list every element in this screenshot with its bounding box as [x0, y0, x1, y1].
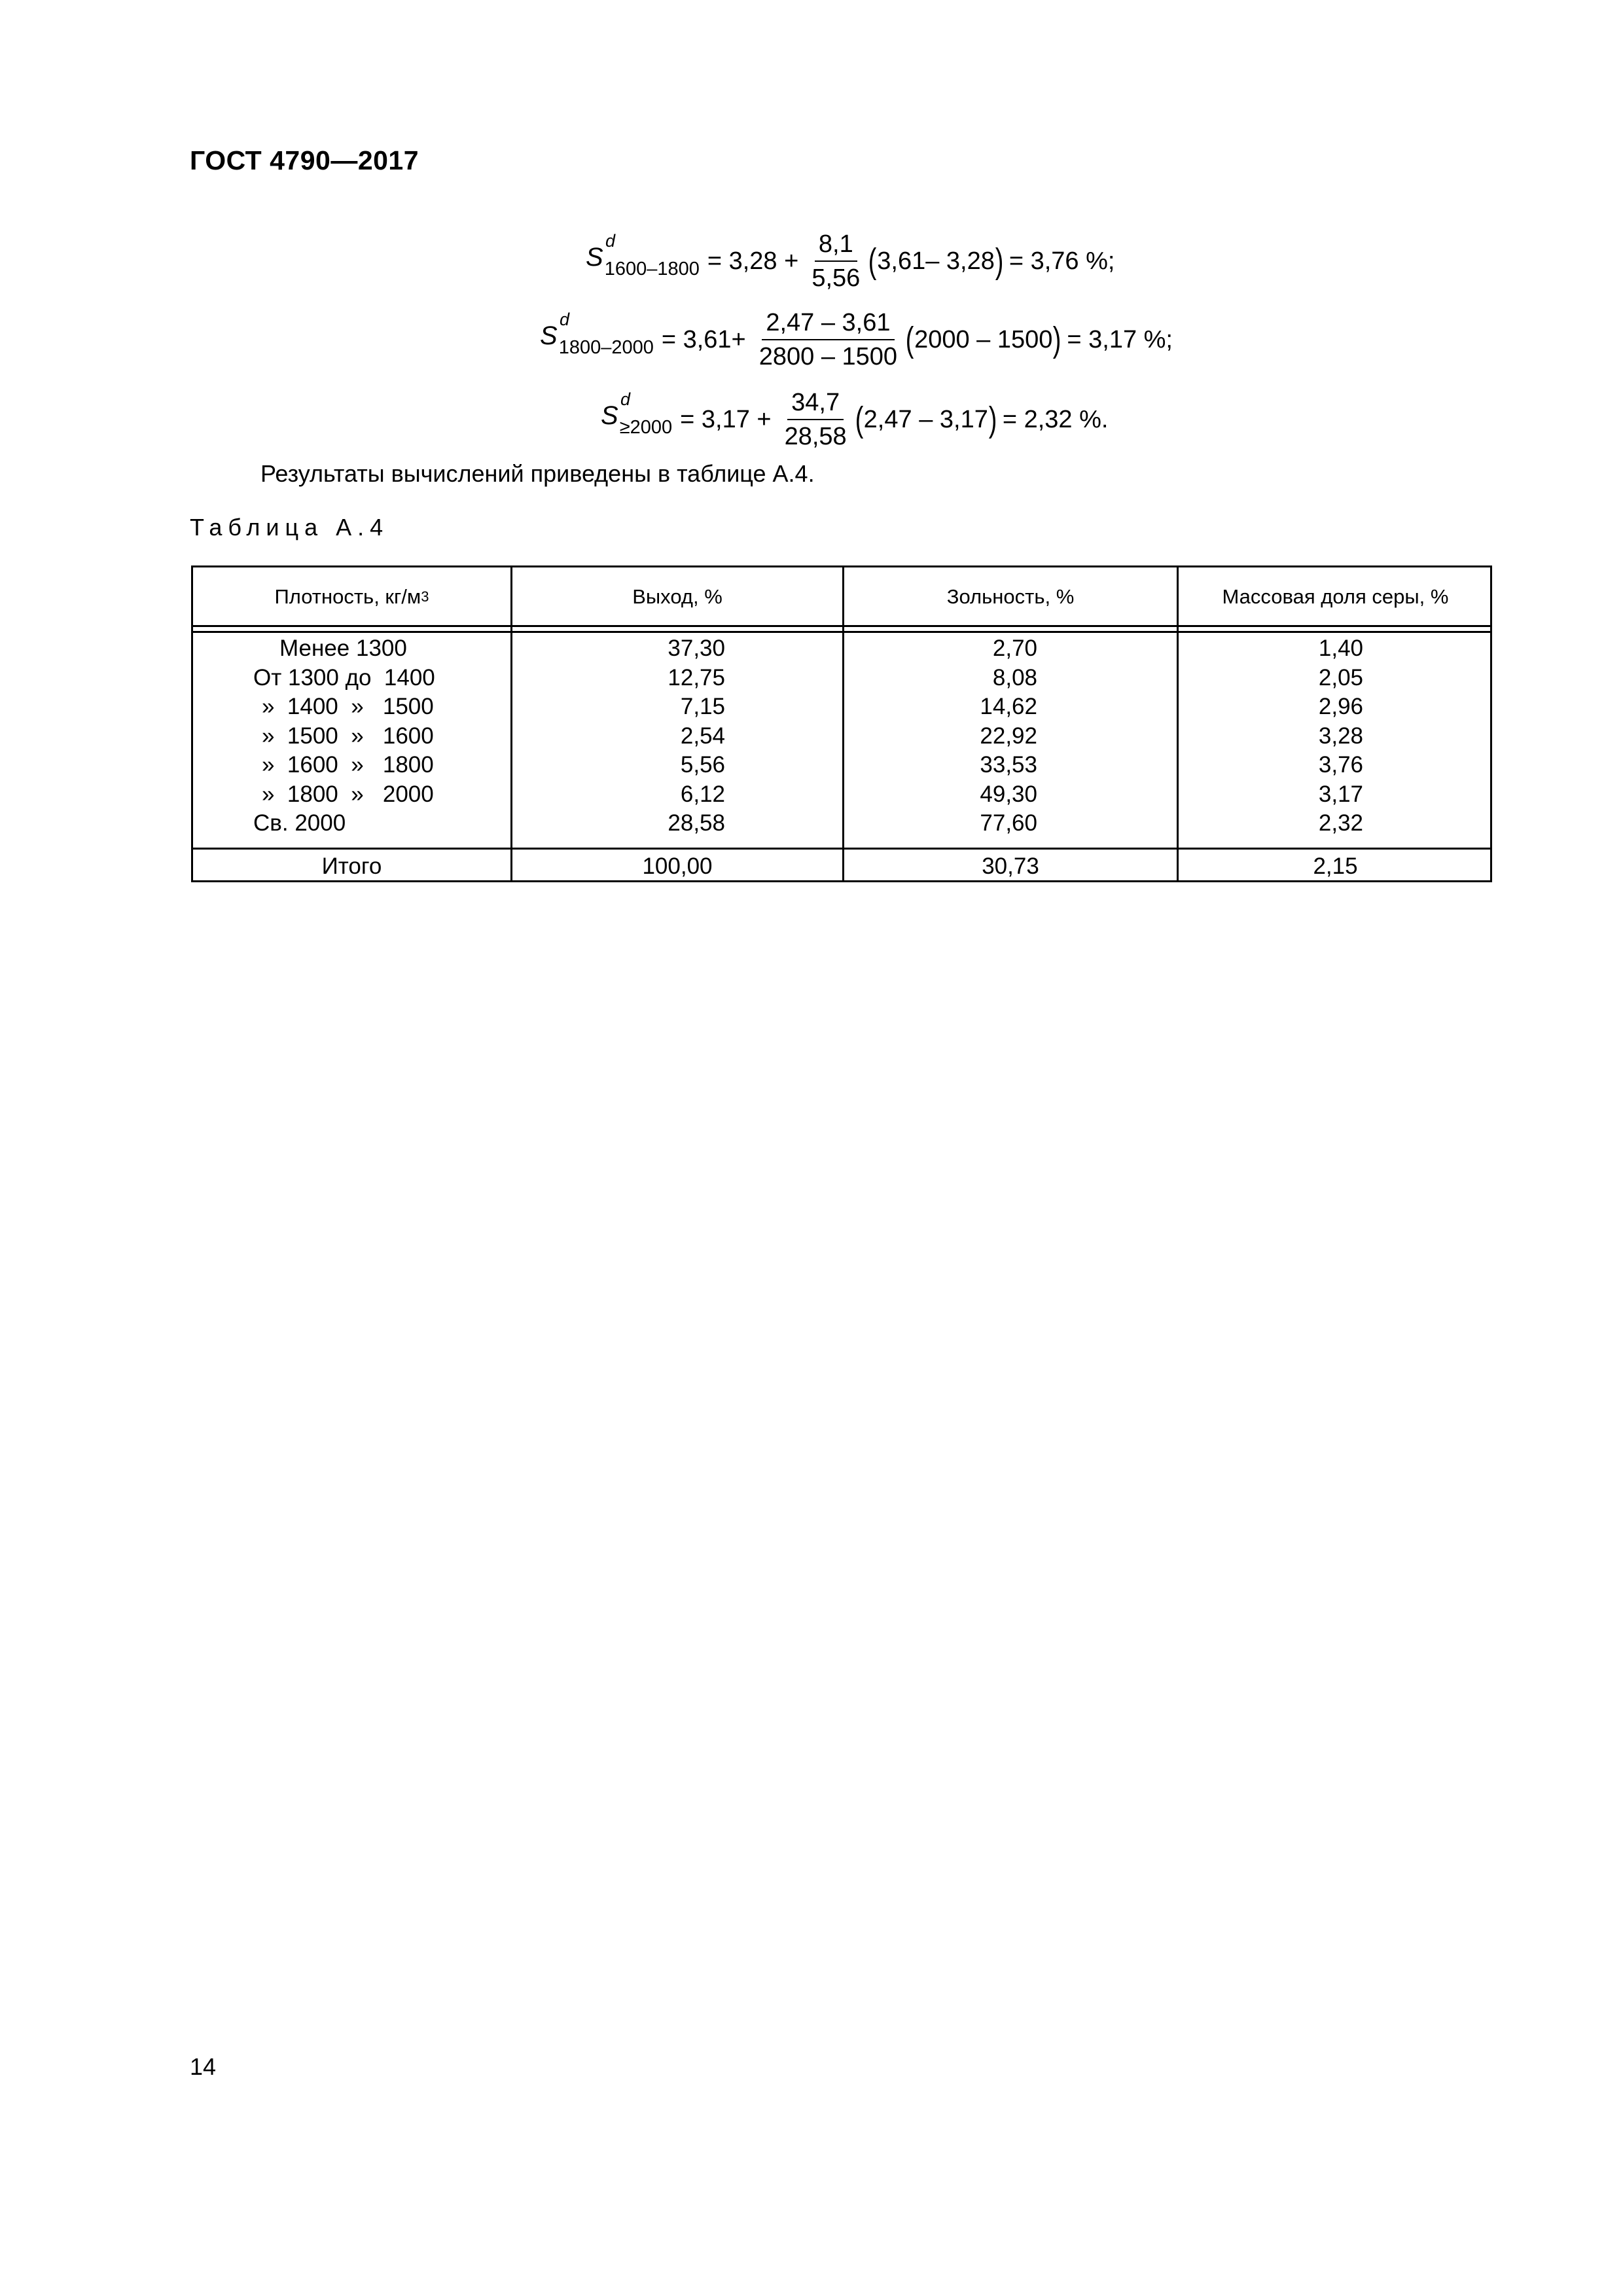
table-cell-ash: 49,30 — [980, 781, 1037, 807]
table-cell-density: » 1600 » 1800 — [262, 752, 434, 778]
formula-lead: = 3,61+ — [661, 325, 746, 353]
table-cell-yield: 37,30 — [668, 636, 725, 661]
table-cell-density: » 1500 » 1600 — [262, 723, 434, 749]
total-sulfur: 2,15 — [1313, 853, 1358, 879]
table-cell-ash: 2,70 — [992, 636, 1037, 661]
header-rule-double — [193, 631, 1490, 633]
formula-sulfur-1600-1800: S d 1600–1800 = 3,28 + $\frac{8,1}{5,56}$ ( 3,61– 3,28 ) = 3,76 %; — [586, 230, 1115, 292]
formula-result: = 3,17 %; — [1067, 325, 1173, 353]
formula-fraction: $\frac{2,47 - 3,61}{2800 - 1500}$ — [758, 309, 898, 370]
table-cell-density: Менее 1300 — [279, 636, 407, 661]
table-cell-yield: 6,12 — [680, 781, 725, 807]
formula-inner: 2000 – 1500 — [914, 325, 1053, 353]
table-cell-yield: 5,56 — [680, 752, 725, 778]
formula-lead: = 3,17 + — [680, 405, 772, 433]
header-sulfur: Массовая доля серы, % — [1222, 585, 1449, 608]
table-cell-ash: 33,53 — [980, 752, 1037, 778]
document-code: ГОСТ 4790—2017 — [190, 145, 419, 175]
table-cell-density: » 1400 » 1500 — [262, 694, 434, 719]
formula-symbol: S d 1800–2000 — [540, 309, 654, 358]
total-ash: 30,73 — [982, 853, 1039, 879]
header-yield: Выход, % — [632, 585, 722, 608]
column-sulfur — [1179, 634, 1363, 838]
header-density: Плотность, кг/м 3 — [274, 585, 429, 608]
formula-fraction: $\frac{34,7}{28,58}$ — [784, 389, 847, 450]
total-rule — [193, 848, 1490, 850]
table-cell-ash: 77,60 — [980, 810, 1037, 836]
table-cell-ash: 22,92 — [980, 723, 1037, 749]
header-ash: Зольность, % — [946, 585, 1075, 608]
table-cell-sulfur: 3,28 — [1318, 723, 1363, 749]
table-cell-yield: 2,54 — [680, 723, 725, 749]
column-density — [193, 634, 510, 838]
table-cell-density: » 1800 » 2000 — [262, 781, 434, 807]
formula-inner: 3,61– 3,28 — [877, 247, 995, 275]
table-cell-yield: 28,58 — [668, 810, 725, 836]
table-cell-yield: 12,75 — [668, 664, 725, 691]
formula-symbol: S d ≥2000 — [601, 389, 673, 438]
table-cell-sulfur: 2,32 — [1318, 810, 1363, 836]
table-cell-sulfur: 3,76 — [1318, 752, 1363, 778]
total-label: Итого — [321, 853, 382, 879]
table-cell-ash: 14,62 — [980, 694, 1037, 719]
formula-lead: = 3,28 + — [707, 247, 799, 275]
formula-sulfur-1800-2000: S d 1800–2000 = 3,61+ $\frac{2,47 - 3,61}{2800 - 1500}$ ( 2000 – 1500 ) = 3,17 %; — [540, 309, 1173, 370]
page-number: 14 — [190, 2053, 217, 2080]
column-yield — [512, 634, 725, 838]
table-cell-sulfur: 2,05 — [1318, 664, 1363, 691]
table-cell-density: Св. 2000 — [253, 810, 346, 836]
column-ash — [844, 634, 1037, 838]
table-cell-sulfur: 3,17 — [1318, 781, 1363, 807]
table-cell-density: От 1300 до 1400 — [253, 664, 435, 691]
formula-result: = 3,76 %; — [1008, 247, 1115, 275]
table-cell-yield: 7,15 — [680, 694, 725, 719]
table-caption: Таблица А.4 — [190, 514, 389, 541]
table-cell-sulfur: 1,40 — [1318, 636, 1363, 661]
formula-symbol: S d 1600–1800 — [586, 230, 700, 279]
total-yield: 100,00 — [642, 853, 713, 879]
formula-fraction: $\frac{8,1}{5,56}$ — [812, 230, 861, 292]
results-paragraph: Результаты вычислений приведены в таблице А.4. — [260, 460, 815, 487]
formula-inner: 2,47 – 3,17 — [863, 405, 988, 433]
table-cell-ash: 8,08 — [992, 664, 1037, 691]
results-table-a4 — [191, 565, 1492, 882]
formula-sulfur-over-2000: S d ≥2000 = 3,17 + $\frac{34,7}{28,58}$ ( 2,47 – 3,17 ) = 2,32 %. — [601, 389, 1109, 450]
table-cell-sulfur: 2,96 — [1318, 694, 1363, 719]
formula-result: = 2,32 %. — [1002, 405, 1109, 433]
